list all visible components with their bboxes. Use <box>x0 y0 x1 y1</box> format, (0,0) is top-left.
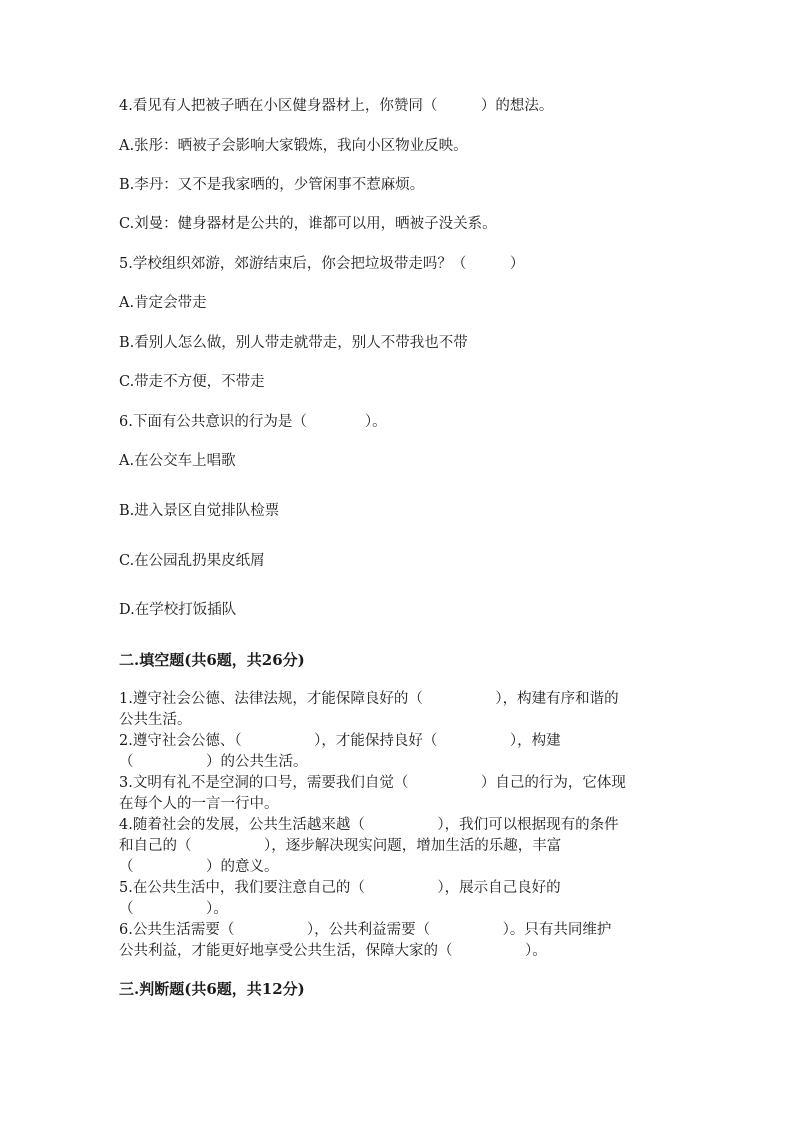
fill-line: 公共生活。 <box>119 712 192 728</box>
question-5-option-c: C.带走不方便，不带走 <box>119 374 265 390</box>
section-2-title: 二.填空题(共6题，共26分) <box>119 651 305 669</box>
fill-in-questions <box>119 689 679 962</box>
fill-line: 在每个人的一言一行中。 <box>119 796 279 812</box>
question-6-option-d: D.在学校打饭插队 <box>119 602 237 618</box>
fill-line: 3.文明有礼不是空洞的口号，需要我们自觉（ ）自己的行为，它体现 <box>119 775 626 791</box>
fill-line: 公共利益，才能更好地享受公共生活，保障大家的（ ）。 <box>119 943 547 959</box>
section-3-title: 三.判断题(共6题，共12分) <box>119 980 305 998</box>
fill-line: 4.随着社会的发展，公共生活越来越（ ），我们可以根据现有的条件 <box>119 817 619 833</box>
question-5-option-b: B.看别人怎么做，别人带走就带走，别人不带我也不带 <box>119 335 468 351</box>
question-6-option-b: B.进入景区自觉排队检票 <box>119 503 280 519</box>
question-4-option-b: B.李丹：又不是我家晒的，少管闲事不惹麻烦。 <box>119 177 425 193</box>
fill-line: 2.遵守社会公德、（ ），才能保持良好（ ），构建 <box>119 733 561 749</box>
fill-line: 1.遵守社会公德、法律法规，才能保障良好的（ ），构建有序和谐的 <box>119 691 619 707</box>
question-4-option-a: A.张彤：晒被子会影响大家锻炼，我向小区物业反映。 <box>119 138 468 154</box>
question-5-stem: 5.学校组织郊游，郊游结束后，你会把垃圾带走吗？（ ） <box>119 256 525 272</box>
question-6-stem: 6.下面有公共意识的行为是（ ）。 <box>119 414 387 430</box>
fill-line: （ ）的意义。 <box>119 859 279 875</box>
fill-line: （ ）。 <box>119 901 228 917</box>
question-6-option-c: C.在公园乱扔果皮纸屑 <box>119 553 265 569</box>
fill-line: 和自己的（ ），逐步解决现实问题，增加生活的乐趣，丰富 <box>119 838 562 854</box>
question-4-stem: 4.看见有人把被子晒在小区健身器材上，你赞同（ ）的想法。 <box>119 98 554 114</box>
fill-line: 5.在公共生活中，我们要注意自己的（ ），展示自己良好的 <box>119 880 561 896</box>
question-6-option-a: A.在公交车上唱歌 <box>119 453 236 469</box>
question-4-option-c: C.刘曼：健身器材是公共的，谁都可以用，晒被子没关系。 <box>119 216 497 232</box>
fill-line: 6.公共生活需要（ ），公共利益需要（ ）。只有共同维护 <box>119 922 612 938</box>
fill-line: （ ）的公共生活。 <box>119 754 308 770</box>
question-5-option-a: A.肯定会带走 <box>119 295 207 311</box>
